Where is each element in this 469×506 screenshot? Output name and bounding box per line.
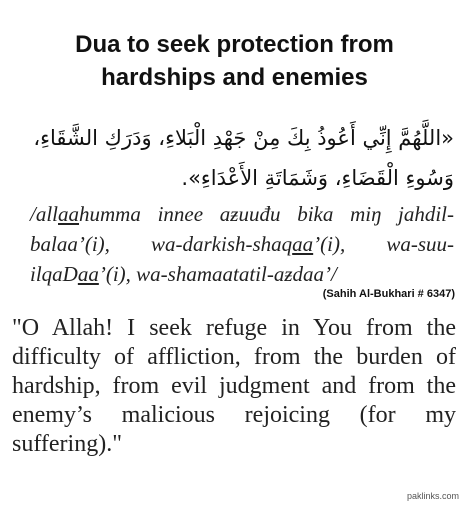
translit-underline-1: aa [58,202,80,226]
translit-seg-3: ’(i), wa-suu-ilqaD [30,232,454,286]
arabic-dua-text [14,118,454,198]
arabic-line-1: «اللَّهُمَّ إِنِّي أَعُوذُ بِكَ مِنْ جَهْدِ الْبَلاءِ، وَدَرَكِ الشَّقَاءِ، [33,126,454,150]
title-line-1: Dua to seek protection from [75,31,394,58]
translit-underline-3: aa [77,262,99,286]
translit-seg-1: /all [30,202,59,226]
transliteration-text [30,199,454,289]
page-title [0,28,469,94]
english-translation: "O Allah! I seek refuge in You from the difficulty of affliction, from the burden of hardship, from evil judgment and from the enemy’s malicious rejoicing (for my suffering)." [12,315,456,457]
translit-seg-4: ’(i), wa-shamaatatil-aƶdaa’/ [98,262,337,286]
title-line-2: hardships and enemies [101,64,368,91]
site-watermark: paklinks.com [406,491,459,501]
translit-underline-2: aa [292,232,314,256]
arabic-line-2: وَسُوءِ الْقَضَاءِ، وَشَمَاتَةِ الأَعْدَاءِ». [181,166,454,190]
translit-seg-2: humma innee aƶuuđu bika miŋ jahdil-balaa’(i), wa-darkish-shaq [30,202,454,256]
source-reference: (Sahih Al-Bukhari # 6347) [322,288,455,300]
